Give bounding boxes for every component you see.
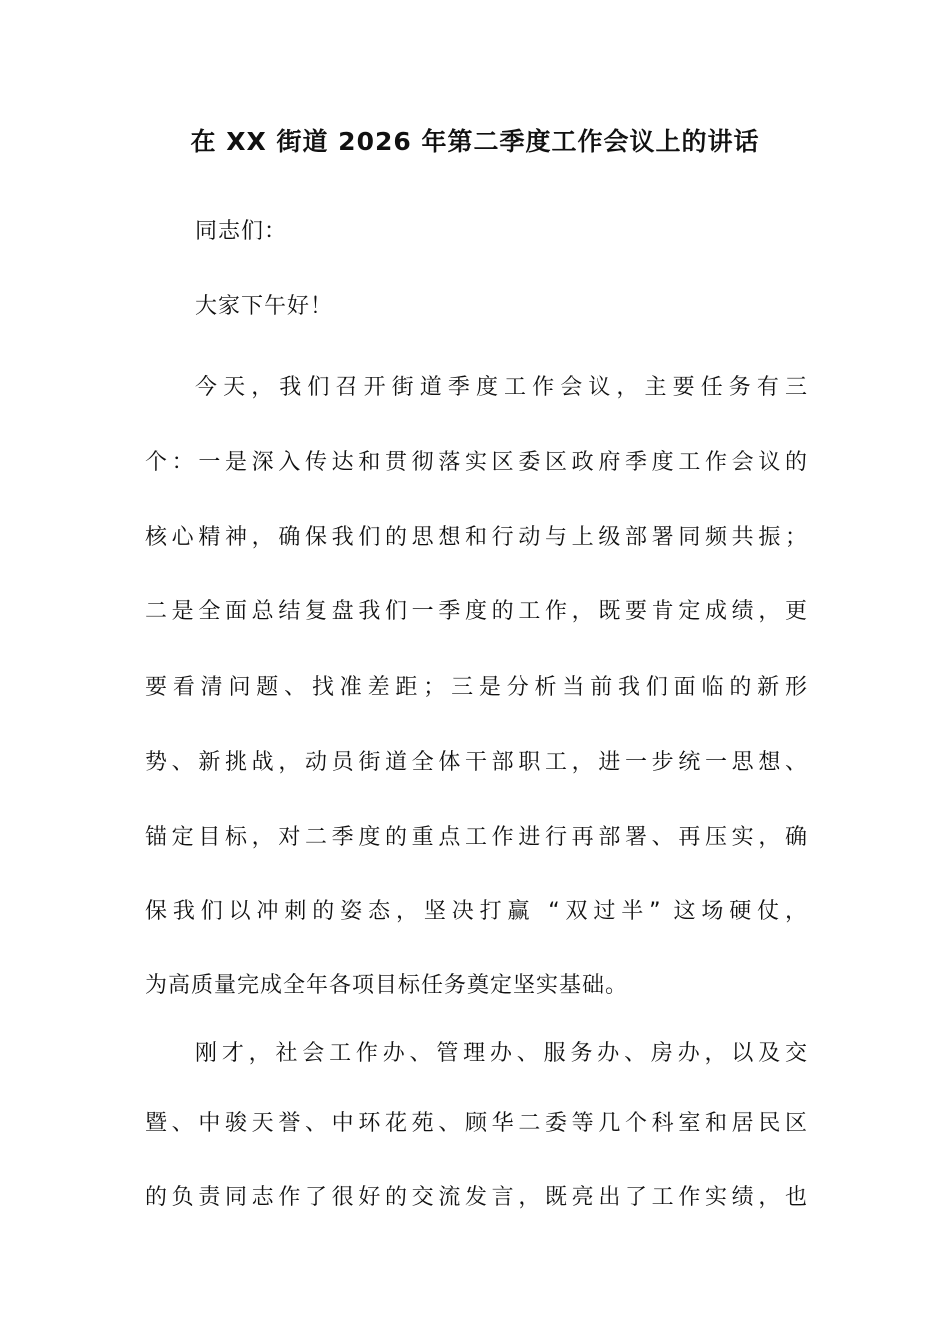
greeting: 大家下午好！ <box>195 294 334 319</box>
salutation: 同志们： <box>195 219 288 244</box>
paragraph-line: 势、新挑战，动员街道全体干部职工，进一步统一思想、 <box>145 750 807 775</box>
paragraph-line: 暨、中骏天誉、中环花苑、顾华二委等几个科室和居民区 <box>145 1111 807 1136</box>
paragraph-line: 二是全面总结复盘我们一季度的工作，既要肯定成绩，更 <box>145 599 807 624</box>
paragraph-line: 保我们以冲刺的姿态，坚决打赢 “双过半” 这场硬仗， <box>145 899 807 924</box>
paragraph-line: 要看清问题、找准差距；三是分析当前我们面临的新形 <box>145 675 807 700</box>
paragraph-line: 刚才，社会工作办、管理办、服务办、房办，以及交 <box>195 1041 807 1066</box>
paragraph-line: 今天，我们召开街道季度工作会议，主要任务有三 <box>195 375 807 400</box>
paragraph-line: 的负责同志作了很好的交流发言，既亮出了工作实绩，也 <box>145 1185 807 1210</box>
document-title: 在 XX 街道 2026 年第二季度工作会议上的讲话 <box>190 127 760 156</box>
paragraph-line: 核心精神，确保我们的思想和行动与上级部署同频共振； <box>145 525 807 550</box>
paragraph-line: 锚定目标，对二季度的重点工作进行再部署、再压实，确 <box>145 825 807 850</box>
paragraph-line: 个：一是深入传达和贯彻落实区委区政府季度工作会议的 <box>145 450 807 475</box>
paragraph-line: 为高质量完成全年各项目标任务奠定坚实基础。 <box>145 973 629 998</box>
